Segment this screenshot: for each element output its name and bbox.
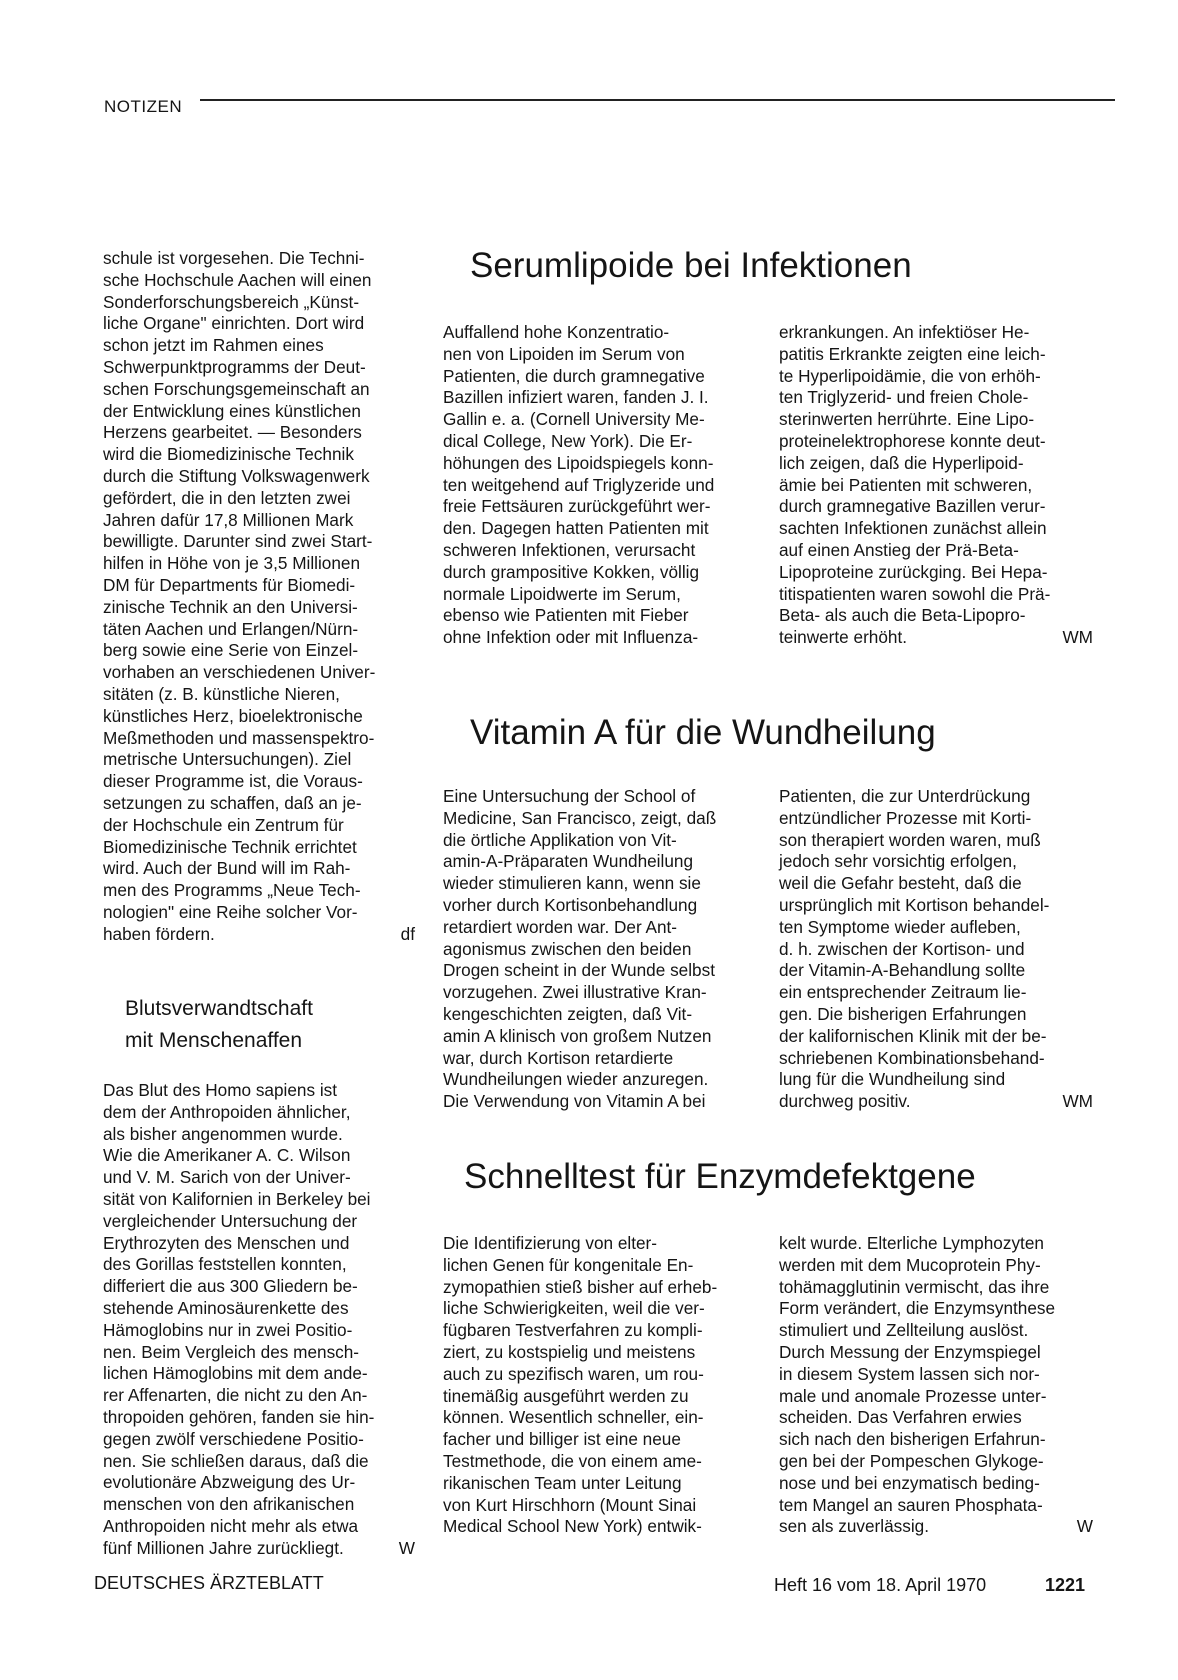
text-line: Form verändert, die Enzymsynthese: [779, 1298, 1056, 1319]
text-line: scheiden. Das Verfahren erwies: [779, 1407, 1022, 1428]
text-line: tem Mangel an sauren Phosphata-: [779, 1494, 1043, 1515]
text-line: Meßmethoden und massenspektro-: [103, 727, 375, 748]
text-line: durch gramnegative Bazillen verur-: [779, 496, 1046, 517]
header-rule: [200, 99, 1115, 101]
text-line: ten weitgehend auf Triglyzeride und: [443, 474, 715, 495]
serumlipoide-title: Serumlipoide bei Infektionen: [470, 246, 912, 285]
text-line: thropoiden gehören, fanden sie hin-: [103, 1406, 375, 1427]
text-line: Hämoglobins nur in zwei Positio-: [103, 1319, 353, 1340]
text-line: Testmethode, die von einem ame-: [443, 1450, 702, 1471]
text-line-end: sen als zuverlässig.: [779, 1516, 929, 1537]
text-line: agonismus zwischen den beiden: [443, 938, 692, 959]
vitamin-a-col1: [443, 786, 749, 1113]
text-line-end: teinwerte erhöht.: [779, 627, 908, 648]
text-line: Bazillen infiziert waren, fanden J. I.: [443, 387, 709, 408]
text-line: des Gorillas feststellen konnten,: [103, 1254, 347, 1275]
text-line: ten Symptome wieder aufleben,: [779, 916, 1021, 937]
text-line: liche Organe" einrichten. Dort wird: [103, 313, 365, 334]
text-line: retardiert worden war. Der Ant-: [443, 916, 678, 937]
text-line: differiert die aus 300 Gliedern be-: [103, 1276, 358, 1297]
left-column-text: [103, 248, 415, 946]
text-line: lichen Genen für kongenitale En-: [443, 1254, 694, 1275]
text-line: metrische Untersuchungen). Ziel: [103, 749, 352, 770]
blutsverwandtschaft-title: [125, 993, 313, 1057]
schnelltest-title: Schnelltest für Enzymdefektgene: [464, 1157, 976, 1196]
author-signature: WM: [1062, 627, 1093, 648]
text-line: der Vitamin-A-Behandlung sollte: [779, 960, 1026, 981]
text-line: schen Forschungsgemeinschaft an: [103, 378, 370, 399]
text-line: ursprünglich mit Kortison behandel-: [779, 894, 1050, 915]
text-line: lich zeigen, daß die Hyperlipoid-: [779, 452, 1024, 473]
text-line: male und anomale Prozesse unter-: [779, 1385, 1047, 1406]
blutsverwandtschaft-text: [103, 1080, 415, 1560]
text-line: son therapiert worden waren, muß: [779, 829, 1041, 850]
text-line: evolutionäre Abzweigung des Ur-: [103, 1472, 356, 1493]
text-line: Medicine, San Francisco, zeigt, daß: [443, 807, 717, 828]
text-line: schweren Infektionen, verursacht: [443, 539, 696, 560]
text-line: schon jetzt im Rahmen eines: [103, 335, 324, 356]
text-line: amin A klinisch von großem Nutzen: [443, 1025, 712, 1046]
text-line: rer Affenarten, die nicht zu den An-: [103, 1385, 368, 1406]
text-line: weil die Gefahr besteht, daß die: [779, 873, 1022, 894]
text-line: schriebenen Kombinationsbehand-: [779, 1047, 1045, 1068]
text-line: den. Dagegen hatten Patienten mit: [443, 518, 709, 539]
text-line: titispatienten waren sowohl die Prä-: [779, 583, 1051, 604]
text-line: [779, 1091, 1093, 1113]
text-line: Medical School New York) entwik-: [443, 1516, 702, 1537]
text-line: Herzens gearbeitet. — Besonders: [103, 422, 362, 443]
author-signature: W: [398, 1537, 415, 1558]
text-line: nen. Sie schließen daraus, daß die: [103, 1450, 369, 1471]
blutsverwandtschaft-title-line1: Blutsverwandtschaft: [125, 997, 313, 1020]
text-line: d. h. zwischen der Kortison- und: [779, 938, 1025, 959]
text-line: stehende Aminosäurenkette des: [103, 1297, 349, 1318]
text-line: tinemäßig ausgeführt werden zu: [443, 1385, 689, 1406]
text-line: stimuliert und Zellteilung auslöst.: [779, 1320, 1029, 1341]
text-line: Drogen scheint in der Wunde selbst: [443, 960, 715, 981]
schnelltest-col1: [443, 1233, 749, 1538]
text-line: Schwerpunktprogramms der Deut-: [103, 356, 366, 377]
schnelltest-col2: [779, 1233, 1093, 1538]
text-line: Das Blut des Homo sapiens ist: [103, 1080, 338, 1100]
text-line: erkrankungen. An infektiöser He-: [779, 322, 1030, 342]
text-line: sche Hochschule Aachen will einen: [103, 269, 372, 290]
text-line: facher und billiger ist eine neue: [443, 1429, 681, 1450]
text-line: Beta- als auch die Beta-Lipopro-: [779, 605, 1026, 626]
text-line: durch grampositive Kokken, völlig: [443, 561, 700, 582]
text-line: Patienten, die zur Unterdrückung: [779, 786, 1031, 806]
text-line: schule ist vorgesehen. Die Techni-: [103, 248, 365, 268]
text-line: freie Fettsäuren zurückgeführt wer-: [443, 496, 711, 517]
text-line: nen von Lipoiden im Serum von: [443, 343, 685, 364]
text-line: liche Schwierigkeiten, weil die ver-: [443, 1298, 705, 1319]
text-line: sich nach den bisherigen Erfahrun-: [779, 1429, 1046, 1450]
vitamin-a-title: Vitamin A für die Wundheilung: [470, 713, 936, 752]
serumlipoide-col2: [779, 322, 1093, 649]
text-line: gefördert, die in den letzten zwei: [103, 487, 351, 508]
text-line: setzungen zu schaffen, daß an je-: [103, 792, 362, 813]
text-line: [779, 627, 1093, 649]
text-line: ein entsprechender Zeitraum lie-: [779, 982, 1027, 1003]
text-line: sität von Kalifornien in Berkeley bei: [103, 1188, 371, 1209]
text-line: nose und bei enzymatisch beding-: [779, 1472, 1040, 1493]
text-line: werden mit dem Mucoprotein Phy-: [779, 1254, 1041, 1275]
text-line: kelt wurde. Elterliche Lymphozyten: [779, 1233, 1044, 1253]
text-line: war, durch Kortison retardierte: [443, 1047, 674, 1068]
serumlipoide-col1: [443, 322, 749, 649]
blutsverwandtschaft-title-line2: mit Menschenaffen: [125, 1029, 303, 1052]
text-line-end: haben fördern.: [103, 923, 215, 944]
text-line: Biomedizinische Technik errichtet: [103, 836, 357, 857]
text-line: ohne Infektion oder mit Influenza-: [443, 627, 699, 648]
text-line: nen. Beim Vergleich des mensch-: [103, 1341, 360, 1362]
text-line: men des Programms „Neue Tech-: [103, 880, 361, 901]
text-line: ebenso wie Patienten mit Fieber: [443, 605, 689, 626]
author-signature: df: [400, 923, 415, 944]
text-line: vergleichender Untersuchung der: [103, 1210, 358, 1231]
text-line: wird. Auch der Bund will im Rah-: [103, 858, 351, 879]
text-line: DM für Departments für Biomedi-: [103, 574, 356, 595]
text-line: in diesem System lassen sich nor-: [779, 1363, 1040, 1384]
text-line: fügbaren Testverfahren zu kompli-: [443, 1320, 703, 1341]
text-line: dical College, New York). Die Er-: [443, 430, 693, 451]
text-line: Lipoproteine zurückging. Bei Hepa-: [779, 561, 1048, 582]
text-line: zinische Technik an den Universi-: [103, 596, 358, 617]
text-line: durch die Stiftung Volkswagenwerk: [103, 465, 370, 486]
text-line: Durch Messung der Enzymspiegel: [779, 1341, 1041, 1362]
text-line: amin-A-Präparaten Wundheilung: [443, 851, 693, 872]
section-label: NOTIZEN: [104, 97, 183, 116]
text-line: wird die Biomedizinische Technik: [103, 444, 354, 465]
text-line: bewilligte. Darunter sind zwei Start-: [103, 531, 373, 552]
text-line: und V. M. Sarich von der Univer-: [103, 1167, 351, 1188]
text-line: wieder stimulieren kann, wenn sie: [443, 873, 701, 894]
text-line: Wie die Amerikaner A. C. Wilson: [103, 1145, 351, 1166]
text-line: Sonderforschungsbereich „Künst-: [103, 291, 360, 312]
author-signature: WM: [1062, 1091, 1093, 1112]
text-line: als bisher angenommen wurde.: [103, 1123, 343, 1144]
text-line: entzündlicher Prozesse mit Korti-: [779, 807, 1032, 828]
author-signature: W: [1076, 1516, 1093, 1537]
footer-issue: Heft 16 vom 18. April 1970: [774, 1575, 987, 1595]
text-line: normale Lipoidwerte im Serum,: [443, 583, 681, 604]
text-line: lichen Hämoglobins mit dem ande-: [103, 1363, 368, 1384]
footer-journal-name: DEUTSCHES ÄRZTEBLATT: [94, 1573, 324, 1593]
page-number: 1221: [1045, 1575, 1086, 1595]
text-line: [103, 924, 415, 946]
text-line: lung für die Wundheilung sind: [779, 1069, 1006, 1090]
text-line: der Entwicklung eines künstlichen: [103, 400, 361, 421]
text-line: sterinwerten herrührte. Eine Lipo-: [779, 409, 1035, 430]
text-line: dieser Programme ist, die Voraus-: [103, 771, 363, 792]
text-line: täten Aachen und Erlangen/Nürn-: [103, 618, 359, 639]
text-line: ämie bei Patienten mit schweren,: [779, 474, 1033, 495]
text-line: Patienten, die durch gramnegative: [443, 365, 705, 386]
text-line: auf einen Anstieg der Prä-Beta-: [779, 539, 1019, 560]
text-line: der kalifornischen Klinik mit der be-: [779, 1025, 1047, 1046]
text-line: Jahren dafür 17,8 Millionen Mark: [103, 509, 354, 530]
text-line: sachten Infektionen zunächst allein: [779, 518, 1047, 539]
text-line: Eine Untersuchung der School of: [443, 786, 696, 806]
text-line: die örtliche Applikation von Vit-: [443, 829, 677, 850]
text-line: höhungen des Lipoidspiegels konn-: [443, 452, 714, 473]
text-line: berg sowie eine Serie von Einzel-: [103, 640, 359, 661]
text-line: Auffallend hohe Konzentratio-: [443, 322, 670, 342]
text-line: gegen zwölf verschiedene Positio-: [103, 1428, 364, 1449]
text-line: Wundheilungen wieder anzuregen.: [443, 1069, 709, 1090]
text-line: [103, 1538, 415, 1560]
text-line: können. Wesentlich schneller, ein-: [443, 1407, 704, 1428]
text-line: kengeschichten zeigten, daß Vit-: [443, 1003, 693, 1024]
text-line: [779, 1516, 1093, 1538]
text-line: ziert, zu kostspielig und meistens: [443, 1341, 696, 1362]
text-line: Gallin e. a. (Cornell University Me-: [443, 409, 705, 430]
text-line: rikanischen Team unter Leitung: [443, 1472, 682, 1493]
text-line: proteinelektrophorese konnte deut-: [779, 430, 1046, 451]
text-line: Die Identifizierung von elter-: [443, 1233, 657, 1253]
text-line: Erythrozyten des Menschen und: [103, 1232, 350, 1253]
text-line: von Kurt Hirschhorn (Mount Sinai: [443, 1494, 697, 1515]
text-line: Anthropoiden nicht mehr als etwa: [103, 1515, 359, 1536]
text-line-end: fünf Millionen Jahre zurückliegt.: [103, 1537, 344, 1558]
text-line: vorzugehen. Zwei illustrative Kran-: [443, 982, 707, 1003]
text-line: patitis Erkrankte zeigten eine leich-: [779, 343, 1046, 364]
text-line: hilfen in Höhe von je 3,5 Millionen: [103, 553, 361, 574]
text-line: tohämagglutinin vermischt, das ihre: [779, 1276, 1050, 1297]
text-line: gen. Die bisherigen Erfahrungen: [779, 1003, 1027, 1024]
text-line: künstliches Herz, bioelektronische: [103, 705, 363, 726]
text-line: gen bei der Pompeschen Glykoge-: [779, 1450, 1044, 1471]
text-line: ten Triglyzerid- und freien Chole-: [779, 387, 1029, 408]
text-line: sitäten (z. B. künstliche Nieren,: [103, 683, 340, 704]
text-line: menschen von den afrikanischen: [103, 1494, 355, 1515]
text-line: jedoch sehr vorsichtig erfolgen,: [779, 851, 1017, 872]
text-line: zymopathien stieß bisher auf erheb-: [443, 1276, 718, 1297]
text-line: vorher durch Kortisonbehandlung: [443, 894, 698, 915]
text-line: nologien" eine Reihe solcher Vor-: [103, 901, 358, 922]
text-line: vorhaben an verschiedenen Univer-: [103, 662, 376, 683]
text-line: auch zu spezifisch waren, um rou-: [443, 1363, 704, 1384]
text-line: Die Verwendung von Vitamin A bei: [443, 1091, 706, 1112]
text-line-end: durchweg positiv.: [779, 1091, 911, 1112]
vitamin-a-col2: [779, 786, 1093, 1113]
text-line: te Hyperlipoidämie, die von erhöh-: [779, 365, 1041, 386]
text-line: dem der Anthropoiden ähnlicher,: [103, 1101, 351, 1122]
text-line: der Hochschule ein Zentrum für: [103, 814, 344, 835]
